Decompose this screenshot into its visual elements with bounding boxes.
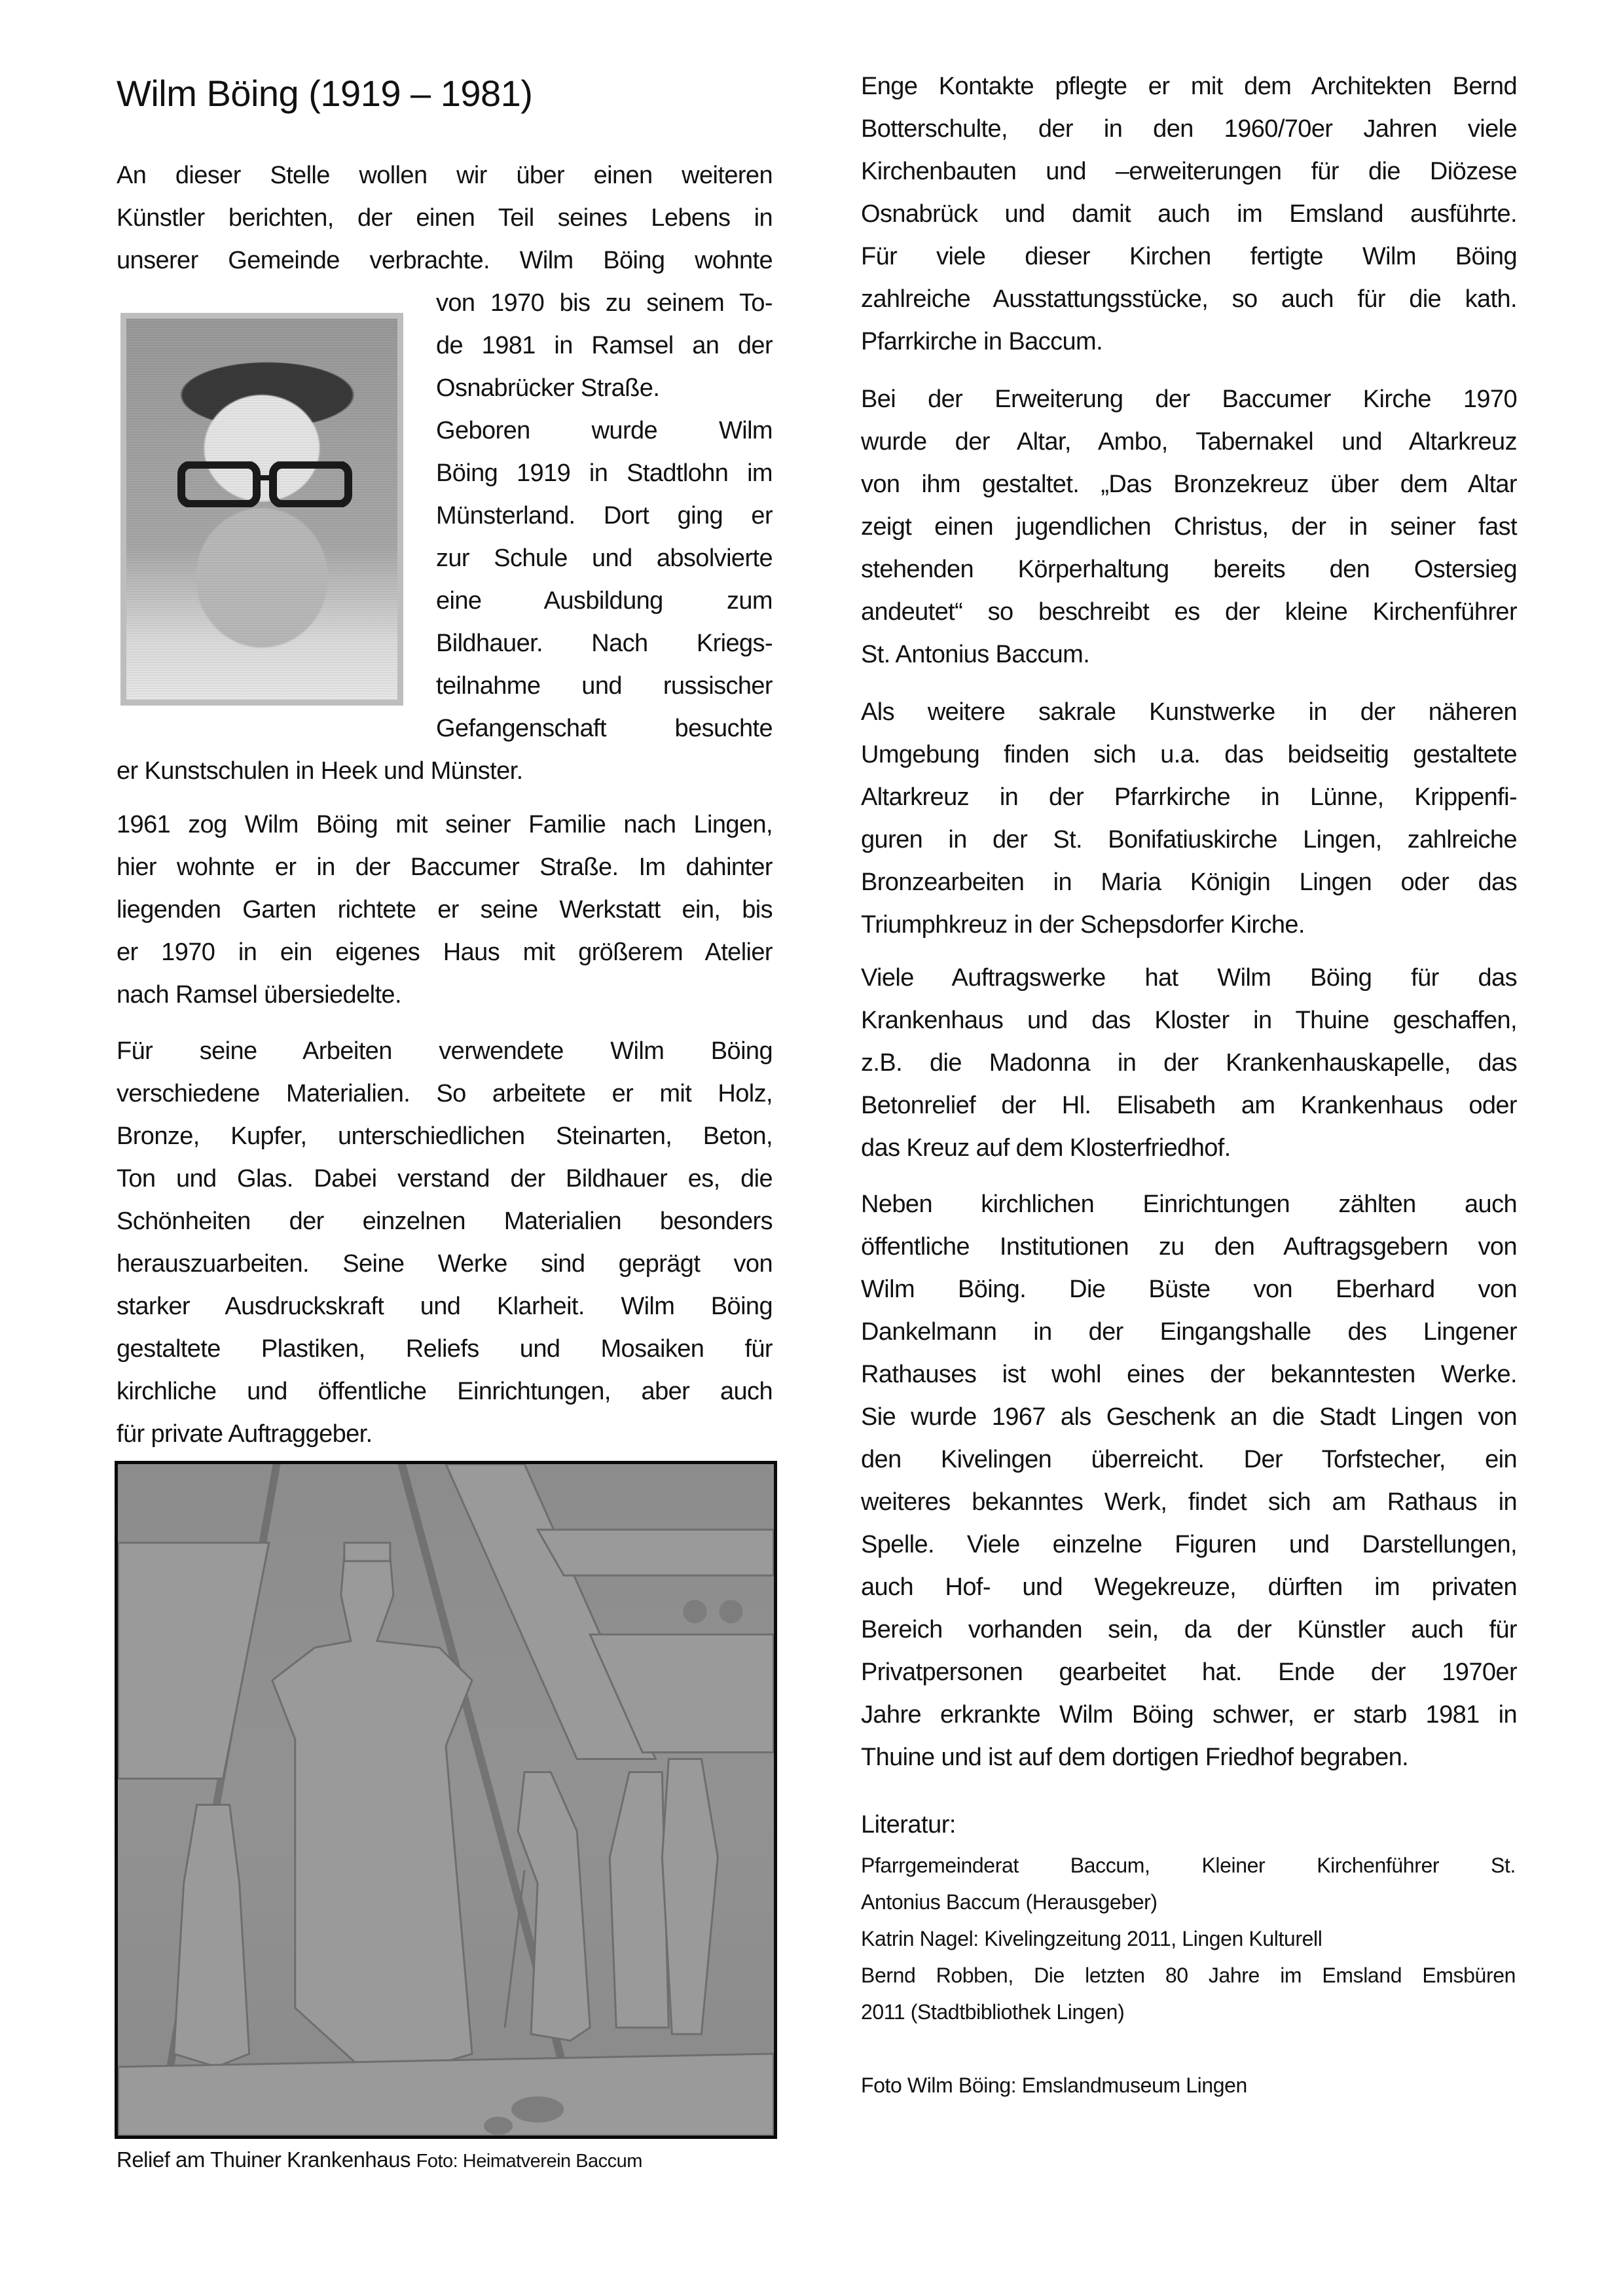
text-line: Altarkreuz in der Pfarrkirche in Lünne, Krippenfi- bbox=[861, 783, 1517, 811]
text-line: er 1970 in ein eigenes Haus mit größerem Atelier bbox=[117, 939, 773, 966]
intro-paragraph bbox=[117, 154, 773, 282]
text-line: hier wohnte er in der Baccumer Straße. Im dahinter bbox=[117, 853, 773, 881]
photo-credit: Foto Wilm Böing: Emslandmuseum Lingen bbox=[861, 2073, 1247, 2097]
text-line: verschiedene Materialien. So arbeitete er mit Holz, bbox=[117, 1080, 773, 1107]
text-line: herauszuarbeiten. Seine Werke sind geprägt von bbox=[117, 1250, 773, 1278]
literature-heading: Literatur: bbox=[861, 1811, 956, 1839]
relief-caption bbox=[117, 2145, 642, 2176]
text-line: zahlreiche Ausstattungsstücke, so auch für die kath. bbox=[861, 285, 1517, 313]
text-line: z.B. die Madonna in der Krankenhauskapelle, das bbox=[861, 1049, 1517, 1077]
text-line: Osnabrück und damit auch im Emsland ausführte. bbox=[861, 200, 1517, 228]
text-line: Neben kirchlichen Einrichtungen zählten auch bbox=[861, 1191, 1517, 1218]
text-line: zur Schule und absolvierte bbox=[436, 545, 773, 572]
literature-line: Antonius Baccum (Herausgeber) bbox=[861, 1890, 1158, 1914]
text-line: 1961 zog Wilm Böing mit seiner Familie nach Lingen, bbox=[117, 811, 773, 838]
text-line: Böing 1919 in Stadtlohn im bbox=[436, 459, 773, 487]
text-line: Kirchenbauten und –erweiterungen für die Diözese bbox=[861, 158, 1517, 185]
text-line: Osnabrücker Straße. bbox=[436, 374, 660, 402]
text-line: wurde der Altar, Ambo, Tabernakel und Altarkreuz bbox=[861, 428, 1517, 456]
text-line: andeutet“ so beschreibt es der kleine Kirchenführer bbox=[861, 598, 1517, 626]
glasses-shape bbox=[168, 461, 365, 507]
right-paragraph-2 bbox=[861, 378, 1517, 676]
text-line: Gefangenschaft besuchte bbox=[436, 715, 773, 742]
portrait-photo bbox=[120, 313, 403, 706]
literature-list bbox=[861, 1847, 1516, 2030]
text-line: von 1970 bis zu seinem To- bbox=[436, 289, 773, 317]
text-line: Jahre erkrankte Wilm Böing schwer, er starb 1981 in bbox=[861, 1701, 1517, 1729]
text-line: Bildhauer. Nach Kriegs- bbox=[436, 630, 773, 657]
text-line: Spelle. Viele einzelne Figuren und Darstellungen, bbox=[861, 1531, 1517, 1558]
text-line: Viele Auftragswerke hat Wilm Böing für das bbox=[861, 964, 1517, 992]
text-line: Betonrelief der Hl. Elisabeth am Krankenhaus oder bbox=[861, 1092, 1517, 1119]
page-title: Wilm Böing (1919 – 1981) bbox=[117, 73, 533, 114]
text-line: Bereich vorhanden sein, da der Künstler auch für bbox=[861, 1616, 1517, 1643]
text-line: de 1981 in Ramsel an der bbox=[436, 332, 773, 359]
literature-line: 2011 (Stadtbibliothek Lingen) bbox=[861, 2000, 1125, 2024]
text-line: Umgebung finden sich u.a. das beidseitig gestaltete bbox=[861, 741, 1517, 768]
caption-credit: Foto: Heimatverein Baccum bbox=[416, 2151, 642, 2172]
text-line: Münsterland. Dort ging er bbox=[436, 502, 773, 529]
text-line: starker Ausdruckskraft und Klarheit. Wilm Böing bbox=[117, 1293, 773, 1320]
text-line: Thuine und ist auf dem dortigen Friedhof begraben. bbox=[861, 1744, 1409, 1771]
after-portrait-line bbox=[117, 750, 773, 793]
text-line: Geboren wurde Wilm bbox=[436, 417, 773, 444]
text-line: liegenden Garten richtete er seine Werkstatt ein, bis bbox=[117, 896, 773, 924]
text-line: Als weitere sakrale Kunstwerke in der näheren bbox=[861, 698, 1517, 726]
text-line: An dieser Stelle wollen wir über einen weiteren bbox=[117, 162, 773, 189]
text-line: Pfarrkirche in Baccum. bbox=[861, 328, 1103, 355]
text-line: auch Hof- und Wegekreuze, dürften im privaten bbox=[861, 1573, 1517, 1601]
literature-line: Pfarrgemeinderat Baccum, Kleiner Kirchenführer St. bbox=[861, 1854, 1516, 1877]
text-line: Bronzearbeiten in Maria Königin Lingen oder das bbox=[861, 869, 1517, 896]
text-line: guren in der St. Bonifatiuskirche Lingen, zahlreiche bbox=[861, 826, 1517, 853]
literature-line: Bernd Robben, Die letzten 80 Jahre im Emsland Emsbüren bbox=[861, 1964, 1516, 1987]
text-line: gestaltete Plastiken, Reliefs und Mosaiken für bbox=[117, 1335, 773, 1363]
relief-figures bbox=[118, 1464, 774, 2136]
right-paragraph-4 bbox=[861, 957, 1517, 1170]
text-line: er Kunstschulen in Heek und Münster. bbox=[117, 757, 523, 785]
relief-photo bbox=[115, 1461, 777, 2139]
text-line: öffentliche Institutionen zu den Auftragsgebern von bbox=[861, 1233, 1517, 1261]
text-line: das Kreuz auf dem Klosterfriedhof. bbox=[861, 1134, 1231, 1162]
right-paragraph-1 bbox=[861, 65, 1517, 363]
text-line: Privatpersonen gearbeitet hat. Ende der 1970er bbox=[861, 1659, 1517, 1686]
text-line: Bei der Erweiterung der Baccumer Kirche 1970 bbox=[861, 386, 1517, 413]
text-line: Wilm Böing. Die Büste von Eberhard von bbox=[861, 1276, 1517, 1303]
text-line: Krankenhaus und das Kloster in Thuine geschaffen, bbox=[861, 1007, 1517, 1034]
text-line: Künstler berichten, der einen Teil seines Lebens in bbox=[117, 204, 773, 232]
text-line: Ton und Glas. Dabei verstand der Bildhauer es, die bbox=[117, 1165, 773, 1193]
text-line: kirchliche und öffentliche Einrichtungen, aber auch bbox=[117, 1378, 773, 1405]
right-paragraph-5 bbox=[861, 1183, 1517, 1779]
text-line: Triumphkreuz in der Schepsdorfer Kirche. bbox=[861, 911, 1305, 939]
text-line: Schönheiten der einzelnen Materialien besonders bbox=[117, 1208, 773, 1235]
text-line: Rathauses ist wohl eines der bekanntesten Werke. bbox=[861, 1361, 1517, 1388]
text-line: für private Auftraggeber. bbox=[117, 1420, 373, 1448]
text-line: von ihm gestaltet. „Das Bronzekreuz über dem Altar bbox=[861, 471, 1517, 498]
text-line: nach Ramsel übersiedelte. bbox=[117, 981, 401, 1009]
text-line: Sie wurde 1967 als Geschenk an die Stadt Lingen von bbox=[861, 1403, 1517, 1431]
text-line: den Kivelingen überreicht. Der Torfstecher, ein bbox=[861, 1446, 1517, 1473]
paragraph-3 bbox=[117, 1030, 773, 1456]
text-line: zeigt einen jugendlichen Christus, der in seiner fast bbox=[861, 513, 1517, 541]
paragraph-2 bbox=[117, 804, 773, 1016]
caption-text: Relief am Thuiner Krankenhaus bbox=[117, 2147, 410, 2172]
beside-portrait-paragraph bbox=[436, 282, 773, 750]
text-line: unserer Gemeinde verbrachte. Wilm Böing wohnte bbox=[117, 247, 773, 274]
right-paragraph-3 bbox=[861, 691, 1517, 946]
text-line: teilnahme und russischer bbox=[436, 672, 773, 700]
text-line: St. Antonius Baccum. bbox=[861, 641, 1090, 668]
text-line: stehenden Körperhaltung bereits den Ostersieg bbox=[861, 556, 1517, 583]
text-line: Enge Kontakte pflegte er mit dem Architekten Bernd bbox=[861, 73, 1517, 100]
text-line: Für viele dieser Kirchen fertigte Wilm Böing bbox=[861, 243, 1517, 270]
text-line: weiteres bekanntes Werk, findet sich am Rathaus in bbox=[861, 1488, 1517, 1516]
literature-line: Katrin Nagel: Kivelingzeitung 2011, Lingen Kulturell bbox=[861, 1927, 1322, 1950]
text-line: Dankelmann in der Eingangshalle des Lingener bbox=[861, 1318, 1517, 1346]
text-line: Botterschulte, der in den 1960/70er Jahren viele bbox=[861, 115, 1517, 143]
text-line: Für seine Arbeiten verwendete Wilm Böing bbox=[117, 1037, 773, 1065]
text-line: eine Ausbildung zum bbox=[436, 587, 773, 615]
text-line: Bronze, Kupfer, unterschiedlichen Steinarten, Beton, bbox=[117, 1122, 773, 1150]
